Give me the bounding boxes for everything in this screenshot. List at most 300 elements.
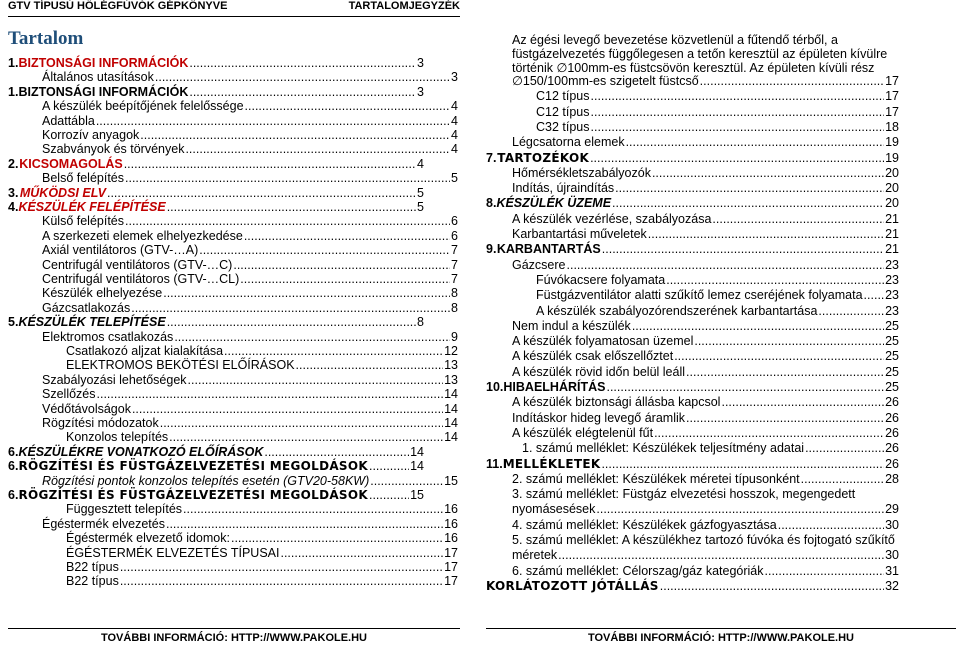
toc-entry[interactable] <box>512 227 899 241</box>
toc-entry[interactable] <box>42 258 458 272</box>
toc-entry-title: Védőtávolságok <box>42 401 131 416</box>
toc-entry-page: 28 <box>885 471 899 486</box>
toc-entry-page: 25 <box>885 349 899 364</box>
toc-entry[interactable] <box>512 564 899 578</box>
header-doc-title: GTV TÍPUSÚ HŐLÉGFÚVÓK GÉPKÖNYVE <box>8 0 228 12</box>
toc-entry-title: MŰKÖDSI ELV <box>19 185 106 200</box>
toc-entry-page: 4 <box>451 113 458 128</box>
toc-entry-title: Függesztett telepítés <box>66 502 183 517</box>
toc-entry-title: C32 típus <box>536 119 590 134</box>
toc-dot-leader <box>778 518 884 532</box>
toc-dot-leader <box>801 472 884 486</box>
toc-entry-title: A készülék vezérlése, szabályozása <box>512 211 712 226</box>
toc-entry-page: 5 <box>417 200 424 214</box>
toc-dot-leader <box>167 200 416 214</box>
toc-entry[interactable] <box>42 517 458 531</box>
toc-dot-leader <box>606 380 884 394</box>
toc-entry-title: Rögzítési pontok konzolos telepítés esetén (GTV20-58KW) <box>42 473 370 488</box>
toc-entry-title: ÉGÉSTERMÉK ELVEZETÉS TÍPUSAI <box>66 545 280 560</box>
toc-dot-leader <box>166 517 443 531</box>
toc-entry-title: Szabályozási lehetőségek <box>42 372 187 387</box>
toc-entry-page: 14 <box>444 387 458 402</box>
toc-entry[interactable] <box>522 441 899 455</box>
toc-dot-leader <box>370 474 443 488</box>
toc-entry-title: Indítás, újraindítás <box>512 181 615 196</box>
toc-entry-page: 30 <box>885 548 899 563</box>
toc-dot-leader <box>107 186 416 200</box>
toc-entry-page: 14 <box>444 430 458 445</box>
toc-entry[interactable] <box>486 380 899 394</box>
toc-dot-leader <box>155 70 450 84</box>
toc-dot-leader <box>132 402 443 416</box>
toc-dot-leader <box>120 560 443 574</box>
toc-entry[interactable] <box>512 502 899 516</box>
toc-entry-page: 4 <box>451 99 458 114</box>
toc-entry-title: 5. számú melléklet: A készülékhez tartozó fúvóka és fojtogató szűkítő <box>512 533 895 547</box>
toc-dot-leader <box>864 288 885 302</box>
toc-entry-page: 7 <box>451 257 458 272</box>
toc-dot-leader <box>231 531 443 545</box>
toc-entry-title: A készülék csak előszellőztet <box>512 349 674 364</box>
toc-entry-page: 7 <box>451 243 458 258</box>
toc-entry-number: 1. <box>8 56 19 70</box>
toc-entry[interactable] <box>66 560 458 574</box>
toc-entry-title: HIBAELHÁRÍTÁS <box>503 380 606 394</box>
toc-dot-leader <box>590 151 884 165</box>
toc-entry-page: 26 <box>885 410 899 425</box>
toc-entry-page: 16 <box>444 502 458 517</box>
toc-entry[interactable] <box>512 395 899 409</box>
toc-dot-leader <box>591 120 885 134</box>
toc-entry-page: 17 <box>885 89 899 104</box>
toc-entry-page: 12 <box>444 344 458 358</box>
toc-dot-leader <box>244 229 450 243</box>
toc-entry-page: 17 <box>444 545 458 560</box>
toc-entry-title: Hőmérsékletszabályozók <box>512 165 651 180</box>
toc-entry-number: 9. <box>486 242 497 257</box>
toc-entry-page: 32 <box>885 578 899 593</box>
toc-dot-leader <box>660 579 884 593</box>
toc-dot-leader <box>596 502 884 516</box>
toc-entry-page: 8 <box>451 300 458 315</box>
toc-dot-leader <box>140 128 450 142</box>
toc-dot-leader <box>686 365 884 379</box>
intro-paragraph-line: Az égési levegő bevezetése közvetlenül a fűtendő térből, a <box>512 33 838 47</box>
toc-entry-page: 14 <box>410 444 424 459</box>
toc-entry[interactable] <box>486 457 899 471</box>
toc-entry-title: KÉSZÜLÉK FELÉPÍTÉSE <box>18 200 166 214</box>
toc-entry[interactable] <box>66 502 458 516</box>
toc-entry-page: 23 <box>885 303 899 318</box>
toc-entry-page: 23 <box>885 288 899 303</box>
toc-entry[interactable] <box>512 472 899 486</box>
toc-entry[interactable] <box>486 196 899 210</box>
toc-dot-leader <box>558 548 884 562</box>
toc-entry-page: 3 <box>417 84 424 99</box>
toc-dot-leader <box>700 74 884 88</box>
toc-dot-leader <box>591 105 885 119</box>
toc-entry[interactable] <box>42 402 458 416</box>
toc-entry-page: 26 <box>885 456 899 471</box>
toc-entry[interactable] <box>536 304 899 318</box>
toc-entry[interactable] <box>42 416 458 430</box>
toc-entry-page: 26 <box>885 441 899 456</box>
toc-entry[interactable] <box>66 546 458 560</box>
toc-entry-page: 21 <box>885 242 899 257</box>
toc-entry-page: 31 <box>885 563 899 578</box>
toc-entry[interactable] <box>512 212 899 226</box>
toc-dot-leader <box>666 273 884 287</box>
toc-entry[interactable] <box>512 135 899 149</box>
toc-entry-title: KORLÁTOZOTT JÓTÁLLÁS <box>486 578 659 593</box>
toc-entry-number: 6. <box>8 488 19 502</box>
toc-entry-title: Szellőzés <box>42 387 96 402</box>
toc-dot-leader <box>245 99 451 113</box>
toc-entry-page: 23 <box>885 272 899 287</box>
toc-entry[interactable] <box>536 120 899 134</box>
toc-entry-page: 5 <box>417 185 424 200</box>
toc-entry-title: ELEKTROMOS BEKÖTÉSI ELŐÍRÁSOK <box>66 358 295 373</box>
toc-entry[interactable] <box>536 105 899 119</box>
toc-entry-title: 4. számú melléklet: Készülékek gázfogyasztása <box>512 517 777 532</box>
toc-dot-leader <box>163 286 450 300</box>
toc-entry-page: 17 <box>444 574 458 589</box>
toc-entry-page: 13 <box>444 372 458 387</box>
toc-entry-title: 1. számú melléklet: Készülékek teljesítmény adatai <box>522 441 805 456</box>
toc-entry[interactable] <box>8 85 424 99</box>
toc-entry-number: 10. <box>486 380 504 394</box>
toc-dot-leader <box>818 304 884 318</box>
toc-entry-page: 16 <box>444 531 458 546</box>
toc-entry-page: 13 <box>444 358 458 373</box>
toc-dot-leader <box>805 441 884 455</box>
toc-entry-title: Centrifugál ventilátoros (GTV-…CL) <box>42 272 240 286</box>
toc-dot-leader <box>120 574 443 588</box>
toc-dot-leader <box>97 387 444 401</box>
toc-entry[interactable] <box>512 166 899 180</box>
toc-entry-title: BIZTONSÁGI INFORMÁCIÓK <box>18 56 189 70</box>
toc-entry-page: 6 <box>451 214 458 229</box>
toc-entry-page: 19 <box>885 135 899 150</box>
toc-entry[interactable] <box>512 258 899 272</box>
toc-entry-page: 20 <box>885 181 899 196</box>
toc-entry[interactable] <box>8 445 424 459</box>
toc-dot-leader <box>648 227 884 241</box>
toc-entry-title: 2. számú melléklet: Készülékek méretei típusonként <box>512 471 800 486</box>
toc-entry-title: C12 típus <box>536 89 590 104</box>
toc-entry[interactable] <box>66 430 458 444</box>
toc-entry[interactable] <box>66 344 458 358</box>
toc-entry[interactable] <box>42 286 458 300</box>
toc-entry-title: Axiál ventilátoros (GTV-…A) <box>42 243 199 258</box>
toc-entry-number: 5. <box>8 315 19 330</box>
toc-entry[interactable] <box>42 114 458 128</box>
toc-entry-page: 16 <box>444 516 458 531</box>
toc-entry-title: A készülék beépítőjének felelőssége <box>42 99 244 114</box>
toc-entry[interactable] <box>8 56 424 70</box>
toc-entry-title: ∅150/100mm-es szigetelt füstcső <box>512 74 699 88</box>
toc-entry[interactable] <box>512 349 899 363</box>
toc-entry[interactable] <box>66 358 458 372</box>
toc-entry-title: Belső felépítés <box>42 171 124 186</box>
toc-dot-leader <box>125 214 450 228</box>
toc-entry-title: Gázcsere <box>512 257 566 272</box>
toc-entry-page: 19 <box>885 150 899 165</box>
toc-entry[interactable] <box>8 186 424 200</box>
toc-entry[interactable] <box>486 242 899 256</box>
toc-entry[interactable] <box>8 200 424 214</box>
toc-dot-leader <box>188 373 444 387</box>
toc-entry[interactable] <box>42 301 458 315</box>
toc-entry-title: A készülék biztonsági állásba kapcsol <box>512 395 721 410</box>
toc-entry[interactable] <box>536 288 899 302</box>
toc-entry-title: 6. számú melléklet: Célorszag/gáz kategóriák <box>512 563 764 578</box>
toc-entry-title: Égéstermék elvezetés <box>42 516 165 531</box>
toc-entry-number: 2. <box>8 156 19 171</box>
toc-entry-page: 23 <box>885 257 899 272</box>
toc-entry-page: 6 <box>451 228 458 243</box>
toc-dot-leader <box>296 358 444 372</box>
toc-dot-leader <box>567 258 885 272</box>
page-header <box>8 0 460 17</box>
toc-entry-page: 26 <box>885 425 899 440</box>
toc-entry-page: 20 <box>885 165 899 180</box>
toc-entry[interactable] <box>8 157 424 171</box>
toc-entry[interactable] <box>42 70 458 84</box>
toc-entry[interactable] <box>512 548 899 562</box>
toc-entry-number: 6. <box>8 459 19 474</box>
toc-dot-leader <box>615 181 884 195</box>
toc-entry-page: 17 <box>444 560 458 574</box>
toc-dot-leader <box>369 459 409 473</box>
toc-entry-title: RÖGZÍTÉSI ÉS FÜSTGÁZELVEZETÉSI MEGOLDÁSOK <box>18 459 368 474</box>
toc-entry[interactable] <box>42 99 458 113</box>
toc-entry-title: nyomásesések <box>512 502 596 517</box>
toc-dot-leader <box>264 445 409 459</box>
toc-entry-page: 3 <box>451 70 458 85</box>
toc-title: Tartalom <box>8 28 84 49</box>
toc-dot-leader <box>652 166 884 180</box>
toc-entry-title: A készülék elégtelenül fűt <box>512 425 654 440</box>
toc-entry[interactable] <box>42 387 458 401</box>
toc-entry-title: MELLÉKLETEK <box>502 456 601 471</box>
header-section-title: TARTALOMJEGYZÉK <box>348 0 460 12</box>
toc-dot-leader <box>626 135 885 149</box>
toc-entry-title: Általános utasítások <box>42 70 154 85</box>
toc-entry-title: Korrozív anyagok <box>42 128 140 142</box>
toc-dot-leader <box>765 564 885 578</box>
toc-entry-page: 17 <box>885 104 899 119</box>
toc-dot-leader <box>591 89 885 103</box>
toc-entry-page: 14 <box>410 459 424 474</box>
toc-entry-page: 26 <box>885 395 899 410</box>
toc-entry-page: 21 <box>885 227 899 241</box>
toc-entry-page: 25 <box>885 318 899 333</box>
toc-dot-leader <box>167 315 416 329</box>
toc-entry-page: 15 <box>410 488 424 502</box>
toc-dot-leader <box>160 416 443 430</box>
toc-entry[interactable] <box>486 151 899 165</box>
toc-entry-title: C12 típus <box>536 104 590 119</box>
toc-entry-title: Külső felépítés <box>42 214 124 229</box>
toc-entry[interactable] <box>512 334 899 348</box>
toc-entry-page: 18 <box>885 119 899 134</box>
toc-entry-title: KÉSZÜLÉKRE VONATKOZÓ ELŐÍRÁSOK <box>18 444 264 459</box>
toc-entry[interactable] <box>42 243 458 257</box>
toc-entry[interactable] <box>42 474 458 488</box>
intro-paragraph <box>512 33 902 75</box>
toc-dot-leader <box>183 502 443 516</box>
toc-entry-title: Karbantartási műveletek <box>512 227 647 241</box>
toc-entry[interactable] <box>66 531 458 545</box>
toc-entry[interactable] <box>512 74 899 88</box>
toc-entry-page: 14 <box>444 416 458 430</box>
toc-entry-page: 17 <box>885 74 899 88</box>
toc-entry-page: 8 <box>451 286 458 301</box>
toc-entry[interactable] <box>486 579 899 593</box>
toc-entry-title: KÉSZÜLÉK ÜZEME <box>496 196 612 211</box>
toc-dot-leader <box>96 114 450 128</box>
toc-entry[interactable] <box>512 319 899 333</box>
footer-left: TOVÁBBI INFORMÁCIÓ: HTTP://WWW.PAKOLE.HU <box>8 628 460 652</box>
toc-dot-leader <box>189 85 416 99</box>
toc-entry[interactable] <box>512 365 899 379</box>
toc-entry[interactable] <box>512 533 899 547</box>
toc-dot-leader <box>654 426 884 440</box>
toc-dot-leader <box>712 212 884 226</box>
intro-paragraph-line: történik ∅100mm-es füstcsövön keresztül. Az épületen kívüli rész <box>512 61 875 75</box>
toc-entry-title: KICSOMAGOLÁS <box>19 156 123 171</box>
toc-dot-leader <box>224 344 443 358</box>
toc-entry-page: 5 <box>451 171 458 186</box>
toc-entry-title: TARTOZÉKOK <box>497 150 590 165</box>
toc-entry[interactable] <box>512 426 899 440</box>
toc-dot-leader <box>612 196 884 210</box>
toc-entry[interactable] <box>8 315 424 329</box>
toc-entry-title: A készülék rövid időn belül leáll <box>512 364 686 379</box>
toc-dot-leader <box>131 301 450 315</box>
toc-entry-title: Készülék elhelyezése <box>42 286 163 301</box>
toc-dot-leader <box>125 171 450 185</box>
toc-entry[interactable] <box>512 181 899 195</box>
toc-entry[interactable] <box>512 487 899 501</box>
toc-entry-page: 4 <box>451 128 458 142</box>
toc-dot-leader <box>233 258 450 272</box>
toc-entry[interactable] <box>42 272 458 286</box>
toc-entry-title: Légcsatorna elemek <box>512 135 625 150</box>
toc-entry-page: 21 <box>885 211 899 226</box>
toc-entry[interactable] <box>536 273 899 287</box>
toc-entry-page: 25 <box>885 364 899 379</box>
toc-entry-page: 15 <box>444 473 458 488</box>
toc-entry-title: Égéstermék elvezető idomok: <box>66 531 230 546</box>
toc-entry-page: 9 <box>451 329 458 344</box>
toc-dot-leader <box>189 56 416 70</box>
toc-entry-number: 4. <box>8 200 19 214</box>
toc-dot-leader <box>199 243 450 257</box>
toc-dot-leader <box>601 457 884 471</box>
toc-dot-leader <box>674 349 884 363</box>
toc-entry-title: BIZTONSÁGI INFORMÁCIÓK <box>18 84 189 99</box>
toc-entry-page: 4 <box>451 142 458 157</box>
toc-dot-leader <box>240 272 450 286</box>
toc-entry-title: A készülék folyamatosan üzemel <box>512 334 694 349</box>
toc-entry-title: Konzolos telepítés <box>66 430 169 445</box>
toc-dot-leader <box>686 411 884 425</box>
toc-entry[interactable] <box>512 518 899 532</box>
toc-entry[interactable] <box>42 330 458 344</box>
toc-entry[interactable] <box>512 411 899 425</box>
toc-entry[interactable] <box>42 373 458 387</box>
toc-entry-page: 8 <box>417 315 424 330</box>
toc-entry-title: Adattábla <box>42 113 95 128</box>
toc-entry-page: 25 <box>885 380 899 394</box>
toc-entry-title: Csatlakozó aljzat kialakítása <box>66 344 224 358</box>
toc-entry[interactable] <box>42 229 458 243</box>
toc-entry-title: Nem indul a készülék <box>512 318 631 333</box>
toc-entry-title: Elektromos csatlakozás <box>42 329 174 344</box>
toc-entry-number: 3. <box>8 185 19 200</box>
toc-entry-number: 8. <box>486 196 497 211</box>
toc-entry-number: 1. <box>8 84 19 99</box>
toc-entry[interactable] <box>42 214 458 228</box>
toc-entry-page: 25 <box>885 334 899 349</box>
toc-entry-number: 7. <box>486 150 497 165</box>
toc-entry-title: B22 típus <box>66 574 119 589</box>
toc-entry[interactable] <box>8 488 424 502</box>
toc-entry-title: 3. számú melléklet: Füstgáz elvezetési hosszok, megengedett <box>512 487 856 502</box>
toc-dot-leader <box>174 330 450 344</box>
toc-dot-leader <box>124 157 416 171</box>
toc-entry-title: Centrifugál ventilátoros (GTV-…C) <box>42 257 233 272</box>
toc-dot-leader <box>602 242 884 256</box>
toc-dot-leader <box>185 142 450 156</box>
footer-right: TOVÁBBI INFORMÁCIÓ: HTTP://WWW.PAKOLE.HU <box>486 628 956 652</box>
toc-entry-title: A készülék szabályozórendszerének karbantartása <box>536 303 818 318</box>
toc-entry-page: 20 <box>885 196 899 211</box>
toc-dot-leader <box>721 395 884 409</box>
toc-dot-leader <box>694 334 884 348</box>
intro-paragraph-line: füstgázelvezetés függőlegesen a tetőn keresztül az épületen kívülre <box>512 47 888 61</box>
toc-entry-page: 14 <box>444 401 458 416</box>
toc-entry-page: 4 <box>417 156 424 171</box>
toc-entry-title: B22 típus <box>66 560 119 574</box>
toc-entry-page: 3 <box>417 56 424 70</box>
toc-entry-title: A szerkezeti elemek elhelyezkedése <box>42 228 243 243</box>
toc-entry-title: KÉSZÜLÉK TELEPÍTÉSE <box>18 315 166 330</box>
toc-entry[interactable] <box>536 89 899 103</box>
toc-entry[interactable] <box>42 128 458 142</box>
toc-dot-leader <box>280 546 443 560</box>
toc-entry-title: Fúvókacsere folyamata <box>536 272 666 287</box>
toc-dot-leader <box>632 319 884 333</box>
toc-entry[interactable] <box>66 574 458 588</box>
toc-entry-title: Indításkor hideg levegő áramlik <box>512 410 686 425</box>
toc-entry-title: KARBANTARTÁS <box>496 242 601 257</box>
toc-entry[interactable] <box>42 171 458 185</box>
toc-entry-title: méretek <box>512 548 558 563</box>
toc-entry-page: 7 <box>451 272 458 286</box>
toc-entry-number: 11. <box>486 456 503 471</box>
toc-entry-title: Gázcsatlakozás <box>42 300 131 315</box>
toc-entry[interactable] <box>8 459 424 473</box>
toc-dot-leader <box>369 488 409 502</box>
toc-entry-number: 6. <box>8 444 19 459</box>
toc-entry[interactable] <box>42 142 458 156</box>
toc-entry-title: Szabványok és törvények <box>42 142 185 157</box>
toc-entry-page: 30 <box>885 517 899 532</box>
toc-dot-leader <box>169 430 443 444</box>
